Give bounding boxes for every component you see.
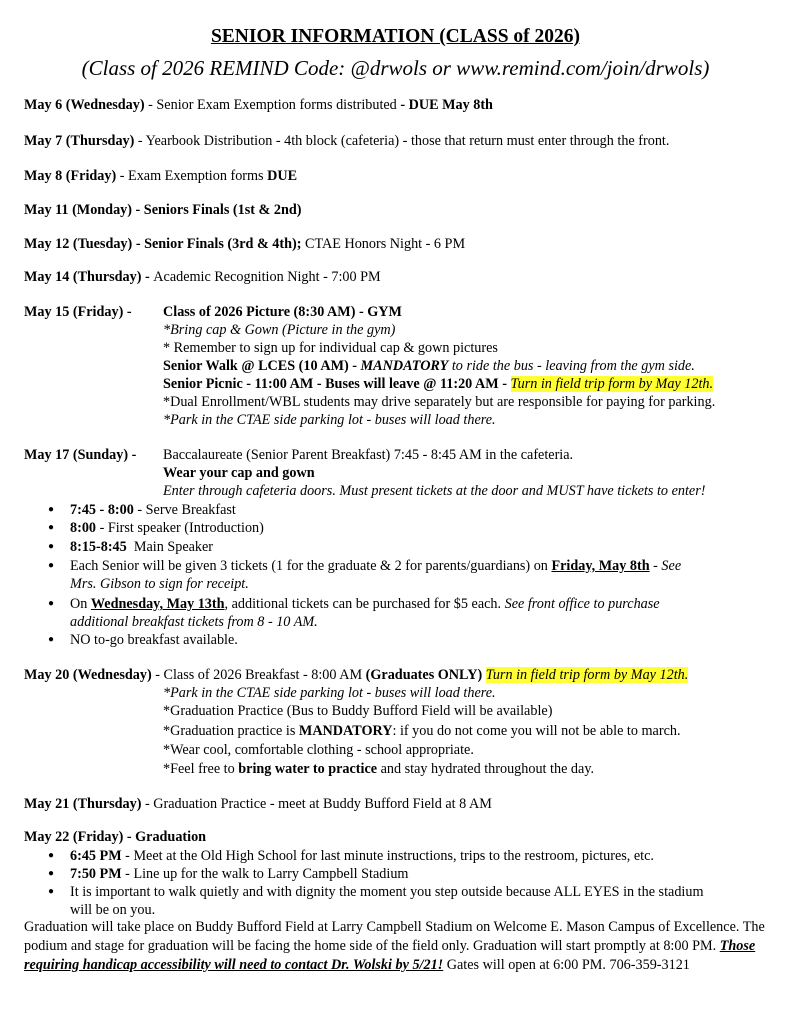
bullet-icon: ●	[48, 504, 55, 515]
event-date: May 8 (Friday)	[24, 168, 117, 184]
event-date: May 6 (Wednesday)	[24, 97, 145, 113]
bullet-icon: ●	[48, 886, 55, 897]
list-item	[70, 847, 654, 865]
walk-mandatory: MANDATORY	[360, 358, 449, 374]
picture-line: Class of 2026 Picture (8:30 AM) - GYM	[163, 304, 402, 320]
water-note	[163, 760, 594, 778]
enter-note: Enter through cafeteria doors. Must present tickets at the door and MUST have tickets to enter!	[163, 483, 706, 499]
closing-text: Graduation will take place on Buddy Bufford Field at Larry Campbell Stadium on Welcome E. Mason Campus of Excellence. The podium and stage for graduation will be facing the home side of the field only. Graduation will start promptly at 8:00 PM.	[24, 919, 765, 954]
mandatory-note	[163, 722, 681, 740]
graduates-only: (Graduates ONLY)	[365, 667, 483, 683]
item-date: Wednesday, May 13th	[90, 596, 225, 612]
clothing-note: *Wear cool, comfortable clothing - school appropriate.	[163, 742, 474, 758]
item-time: 8:00	[70, 520, 97, 536]
event-may6	[24, 96, 493, 114]
event-may12	[24, 235, 465, 253]
bullet-icon: ●	[48, 868, 55, 879]
item-note: See	[661, 558, 682, 574]
note-text: : if you do not come you will not be able to march.	[392, 723, 681, 739]
wear-cap-gown-line: Wear your cap and gown	[163, 465, 315, 481]
item-text: - Serve Breakfast	[133, 502, 236, 518]
event-may21	[24, 795, 492, 813]
event-date: May 12 (Tuesday)	[24, 236, 133, 252]
event-text: - Yearbook Distribution - 4th block (cafeteria) - those that return must enter through the front.	[134, 133, 670, 149]
item-text: - Line up for the walk to Larry Campbell Stadium	[121, 866, 409, 882]
practice-note: *Graduation Practice (Bus to Buddy Bufford Field will be available)	[163, 703, 553, 719]
list-item-continued: additional breakfast tickets from 8 - 10 AM.	[70, 614, 318, 630]
event-text: - Senior Exam Exemption forms distributed	[144, 97, 401, 113]
event-due: DUE	[267, 168, 298, 184]
event-due: - DUE May 8th	[400, 97, 493, 113]
bullet-icon: ●	[48, 850, 55, 861]
note-text: *Feel free to	[163, 761, 239, 777]
dual-enrollment-note: *Dual Enrollment/WBL students may drive separately but are responsible for paying for parking.	[163, 394, 716, 410]
walk-rest: to ride the bus - leaving from the gym side.	[448, 358, 695, 374]
item-text: On	[70, 596, 91, 612]
event-title: - Graduation	[123, 829, 207, 845]
list-item	[70, 865, 408, 883]
item-text: , additional tickets can be purchased for $5 each.	[224, 596, 505, 612]
remember-note: * Remember to sign up for individual cap & gown pictures	[163, 340, 498, 356]
event-date: May 14 (Thursday)	[24, 269, 142, 285]
list-item-continued: will be on you.	[70, 902, 156, 918]
event-text: Academic Recognition Night - 7:00 PM	[153, 269, 381, 285]
event-date: May 7 (Thursday)	[24, 133, 135, 149]
event-text: - Graduation Practice - meet at Buddy Bufford Field at 8 AM	[141, 796, 492, 812]
item-time: 8:15-8:45	[70, 539, 127, 555]
cap-gown-note: *Bring cap & Gown (Picture in the gym)	[163, 322, 396, 338]
list-item	[70, 538, 213, 556]
senior-walk-line	[163, 357, 695, 375]
event-dash: -	[141, 269, 154, 285]
item-text: - First speaker (Introduction)	[96, 520, 264, 536]
event-date: May 22 (Friday)	[24, 829, 124, 845]
event-may17-date: May 17 (Sunday) -	[24, 447, 137, 463]
closing-text: Gates will open at 6:00 PM. 706-359-3121	[443, 957, 690, 973]
event-may11	[24, 201, 301, 219]
field-trip-highlight: Turn in field trip form by May 12th.	[510, 376, 714, 392]
event-bold-text: - Senior Finals (3rd & 4th);	[132, 236, 302, 252]
baccalaureate-line: Baccalaureate (Senior Parent Breakfast) 7:45 - 8:45 AM in the cafeteria.	[163, 447, 574, 463]
list-item: NO to-go breakfast available.	[70, 632, 238, 648]
remind-code-subtitle: (Class of 2026 REMIND Code: @drwols or www.remind.com/join/drwols)	[81, 56, 710, 80]
event-may8	[24, 167, 297, 185]
bullet-icon: ●	[48, 598, 55, 609]
list-item-tickets	[70, 557, 681, 575]
item-text: Main Speaker	[126, 539, 214, 555]
bullet-icon: ●	[48, 560, 55, 571]
bullet-icon: ●	[48, 541, 55, 552]
note-bold: bring water to practice	[238, 761, 378, 777]
event-text: CTAE Honors Night - 6 PM	[301, 236, 466, 252]
item-text: Each Senior will be given 3 tickets (1 for the graduate & 2 for parents/guardians) on	[70, 558, 552, 574]
item-date: Friday, May 8th	[551, 558, 650, 574]
item-time: 6:45 PM	[70, 848, 122, 864]
event-text: - Seniors Finals (1st & 2nd)	[131, 202, 302, 218]
event-may14	[24, 268, 381, 286]
list-item	[70, 501, 236, 519]
event-date: May 20 (Wednesday)	[24, 667, 152, 683]
item-text: -	[649, 558, 662, 574]
senior-picnic-line	[163, 375, 713, 393]
event-may22	[24, 828, 206, 846]
bullet-icon: ●	[48, 522, 55, 533]
list-item-continued: Mrs. Gibson to sign for receipt.	[70, 576, 249, 592]
event-may7	[24, 132, 669, 150]
item-note: See front office to purchase	[504, 596, 660, 612]
closing-paragraph	[24, 918, 772, 975]
bullet-icon: ●	[48, 634, 55, 645]
parking-note: *Park in the CTAE side parking lot - buses will load there.	[163, 412, 496, 428]
note-mandatory: MANDATORY	[298, 723, 393, 739]
page-title: SENIOR INFORMATION (CLASS of 2026)	[210, 26, 581, 47]
list-item-extra-tickets	[70, 595, 660, 613]
walk-bold: Senior Walk @ LCES (10 AM) -	[163, 358, 361, 374]
item-text: - Meet at the Old High School for last minute instructions, trips to the restroom, pictures, etc.	[121, 848, 654, 864]
list-item: It is important to walk quietly and with dignity the moment you step outside because ALL EYES in the stadium	[70, 884, 704, 900]
picnic-bold: Senior Picnic - 11:00 AM - Buses will leave @ 11:20 AM -	[163, 376, 511, 392]
event-may15-date: May 15 (Friday) -	[24, 304, 132, 320]
parking-note: *Park in the CTAE side parking lot - buses will load there.	[163, 685, 496, 701]
item-time: 7:45 - 8:00	[70, 502, 134, 518]
accessibility-notice: Those requiring handicap accessibility will need to contact Dr. Wolski by 5/21!	[24, 938, 756, 973]
event-date: May 21 (Thursday)	[24, 796, 142, 812]
event-text: - Exam Exemption forms	[116, 168, 268, 184]
list-item	[70, 519, 264, 537]
event-may20	[24, 666, 688, 684]
note-text: and stay hydrated throughout the day.	[377, 761, 595, 777]
event-date: May 11 (Monday)	[24, 202, 132, 218]
note-text: *Graduation practice is	[163, 723, 299, 739]
event-text: - Class of 2026 Breakfast - 8:00 AM	[151, 667, 366, 683]
field-trip-highlight: Turn in field trip form by May 12th.	[485, 667, 689, 683]
item-time: 7:50 PM	[70, 866, 122, 882]
